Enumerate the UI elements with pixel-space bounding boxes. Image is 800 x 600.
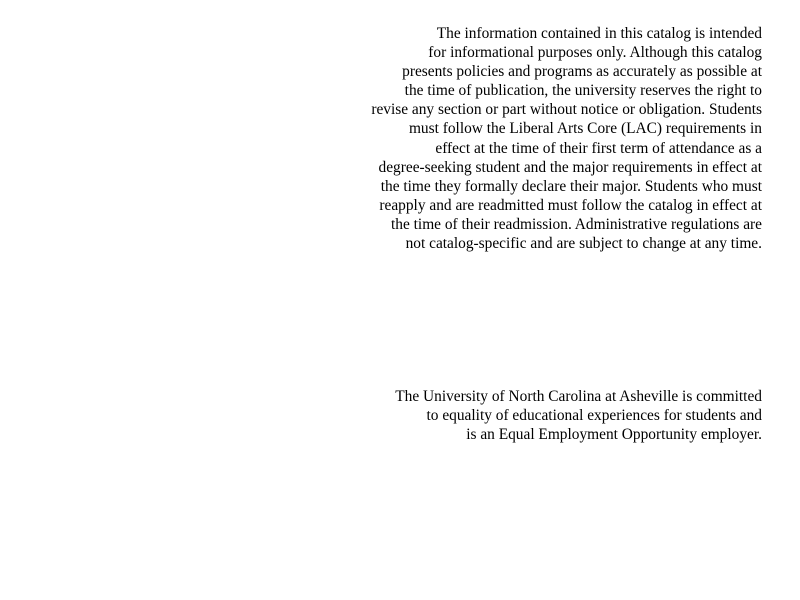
disclaimer-line: must follow the Liberal Arts Core (LAC) requirements in: [408, 120, 762, 138]
disclaimer-line: the time of publication, the university reserves the right to: [404, 82, 762, 100]
disclaimer-line: effect at the time of their first term of attendance as a: [435, 139, 762, 157]
equal-opportunity-line: is an Equal Employment Opportunity employer.: [466, 426, 762, 444]
disclaimer-line: reapply and are readmitted must follow the catalog in effect at: [379, 196, 762, 214]
disclaimer-line: presents policies and programs as accurately as possible at: [402, 63, 762, 81]
disclaimer-line: not catalog-specific and are subject to change at any time.: [405, 235, 762, 253]
equal-opportunity-statement: [395, 387, 762, 444]
disclaimer-line: The information contained in this catalog is intended: [436, 25, 762, 42]
disclaimer-line: degree-seeking student and the major requirements in effect at: [378, 158, 762, 176]
disclaimer-line: revise any section or part without notice or obligation. Students: [371, 101, 762, 119]
equal-opportunity-line: The University of North Carolina at Asheville is committed: [395, 388, 762, 405]
disclaimer-line: the time they formally declare their major. Students who must: [380, 177, 762, 195]
disclaimer-line: for informational purposes only. Although this catalog: [428, 44, 762, 62]
disclaimer-line: the time of their readmission. Administrative regulations are: [391, 215, 762, 233]
catalog-disclaimer-paragraph: [371, 24, 762, 253]
equal-opportunity-line: to equality of educational experiences for students and: [426, 407, 762, 425]
